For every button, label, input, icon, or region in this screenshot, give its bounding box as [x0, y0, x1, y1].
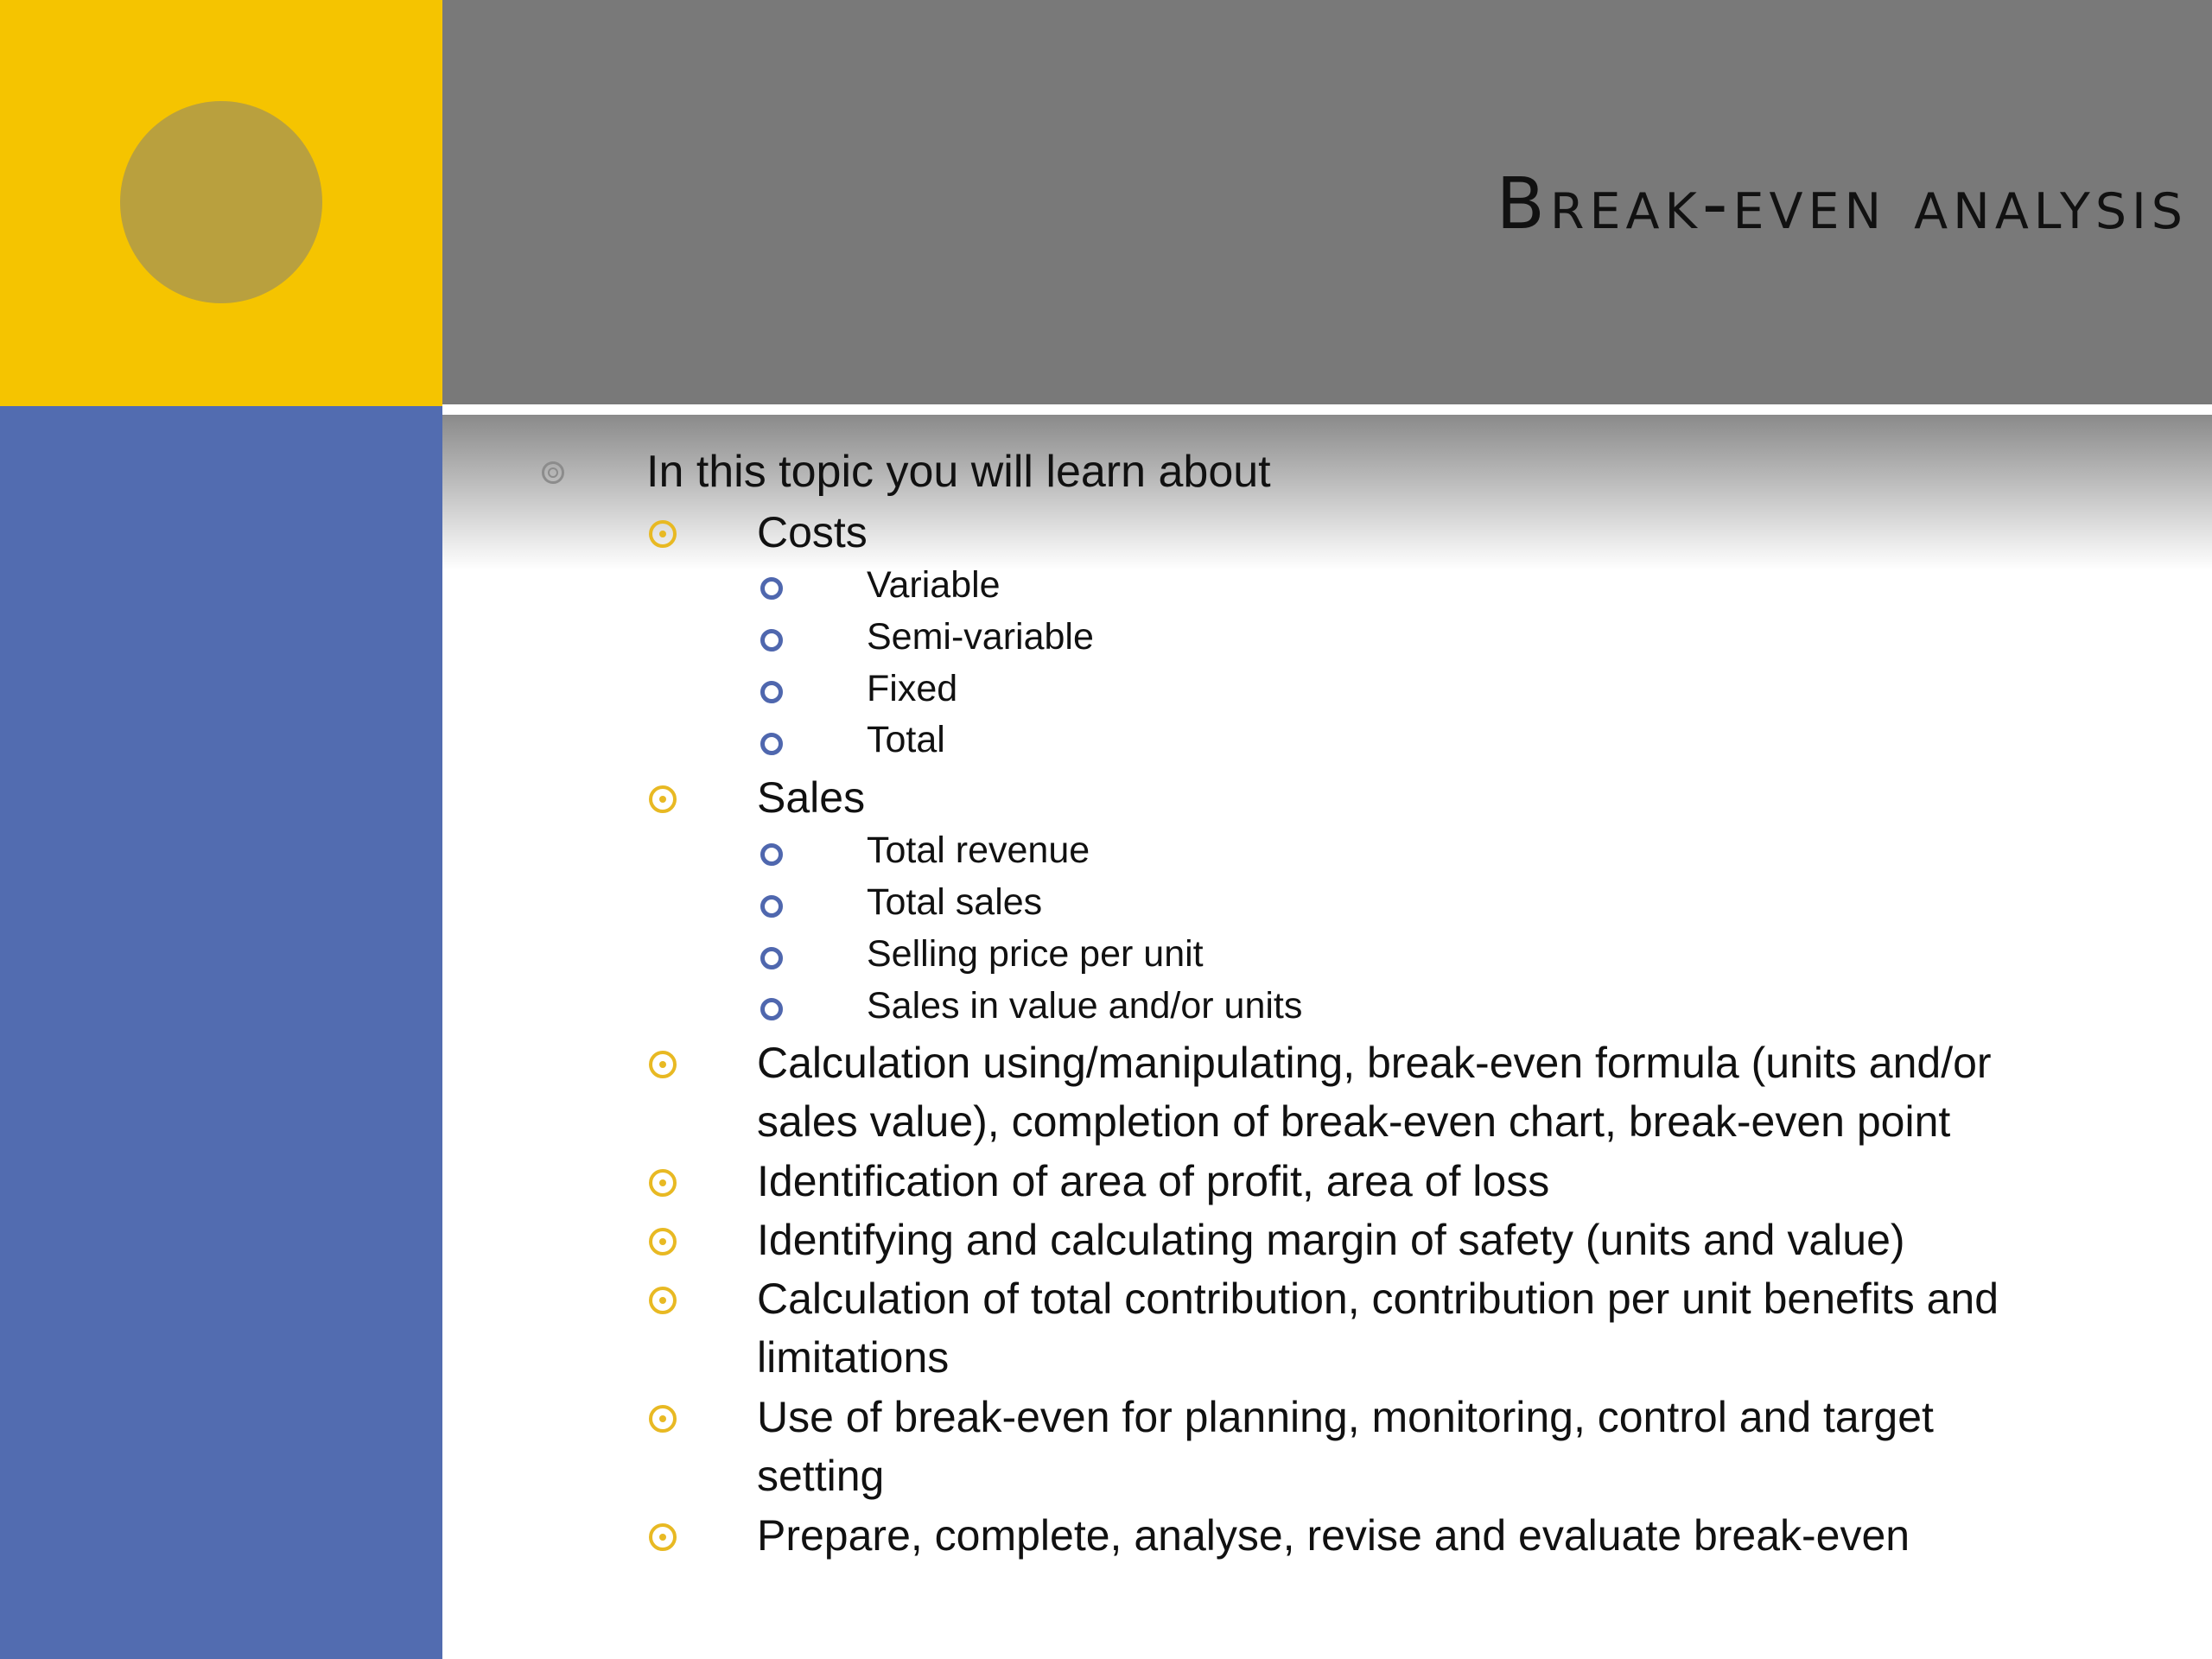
list-item-total-sales: Total sales	[867, 881, 1043, 923]
ring-bullet-icon	[760, 681, 783, 703]
topic-planning-line1: Use of break-even for planning, monitoring, control and target	[757, 1393, 1934, 1441]
list-item-selling-price: Selling price per unit	[867, 933, 1204, 975]
topic-margin-of-safety: Identifying and calculating margin of safety (units and value)	[757, 1216, 1905, 1264]
ring-bullet-icon	[760, 629, 783, 652]
topic-calculation-line1: Calculation using/manipulating, break-even formula (units and/or	[757, 1039, 1992, 1087]
intro-text: In this topic you will learn about	[646, 447, 1271, 497]
topic-planning-line2: setting	[757, 1452, 885, 1500]
dot-circle-bullet-icon	[649, 1287, 677, 1314]
topic-contribution-line2: limitations	[757, 1333, 950, 1382]
ring-bullet-icon	[760, 843, 783, 866]
ring-bullet-icon	[760, 998, 783, 1020]
list-item-sales-value-units: Sales in value and/or units	[867, 985, 1303, 1027]
ring-bullet-icon	[760, 947, 783, 969]
list-item-costs: Costs	[757, 508, 868, 556]
dot-circle-bullet-icon	[649, 1051, 677, 1078]
target-bullet-icon	[542, 461, 564, 484]
ring-bullet-icon	[760, 733, 783, 755]
list-item-variable: Variable	[867, 564, 1001, 606]
topic-contribution-line1: Calculation of total contribution, contribution per unit benefits and	[757, 1274, 1999, 1323]
slide-title: Break-even analysis	[1496, 163, 2188, 245]
topic-calculation-line2: sales value), completion of break-even chart, break-even point	[757, 1097, 1951, 1146]
topic-profit-loss: Identification of area of profit, area of loss	[757, 1157, 1550, 1205]
topic-prepare-evaluate: Prepare, complete, analyse, revise and evaluate break-even	[757, 1511, 1910, 1560]
dot-circle-bullet-icon	[649, 1523, 677, 1551]
list-item-total-revenue: Total revenue	[867, 830, 1090, 871]
dot-circle-bullet-icon	[649, 785, 677, 813]
list-item-sales: Sales	[757, 773, 866, 822]
ring-bullet-icon	[760, 577, 783, 600]
list-item-fixed: Fixed	[867, 668, 958, 709]
list-item-semi-variable: Semi-variable	[867, 616, 1094, 658]
ring-bullet-icon	[760, 895, 783, 918]
list-item-total: Total	[867, 719, 945, 760]
dot-circle-bullet-icon	[649, 1405, 677, 1433]
dot-circle-bullet-icon	[649, 520, 677, 548]
dot-circle-bullet-icon	[649, 1169, 677, 1197]
dot-circle-bullet-icon	[649, 1228, 677, 1255]
